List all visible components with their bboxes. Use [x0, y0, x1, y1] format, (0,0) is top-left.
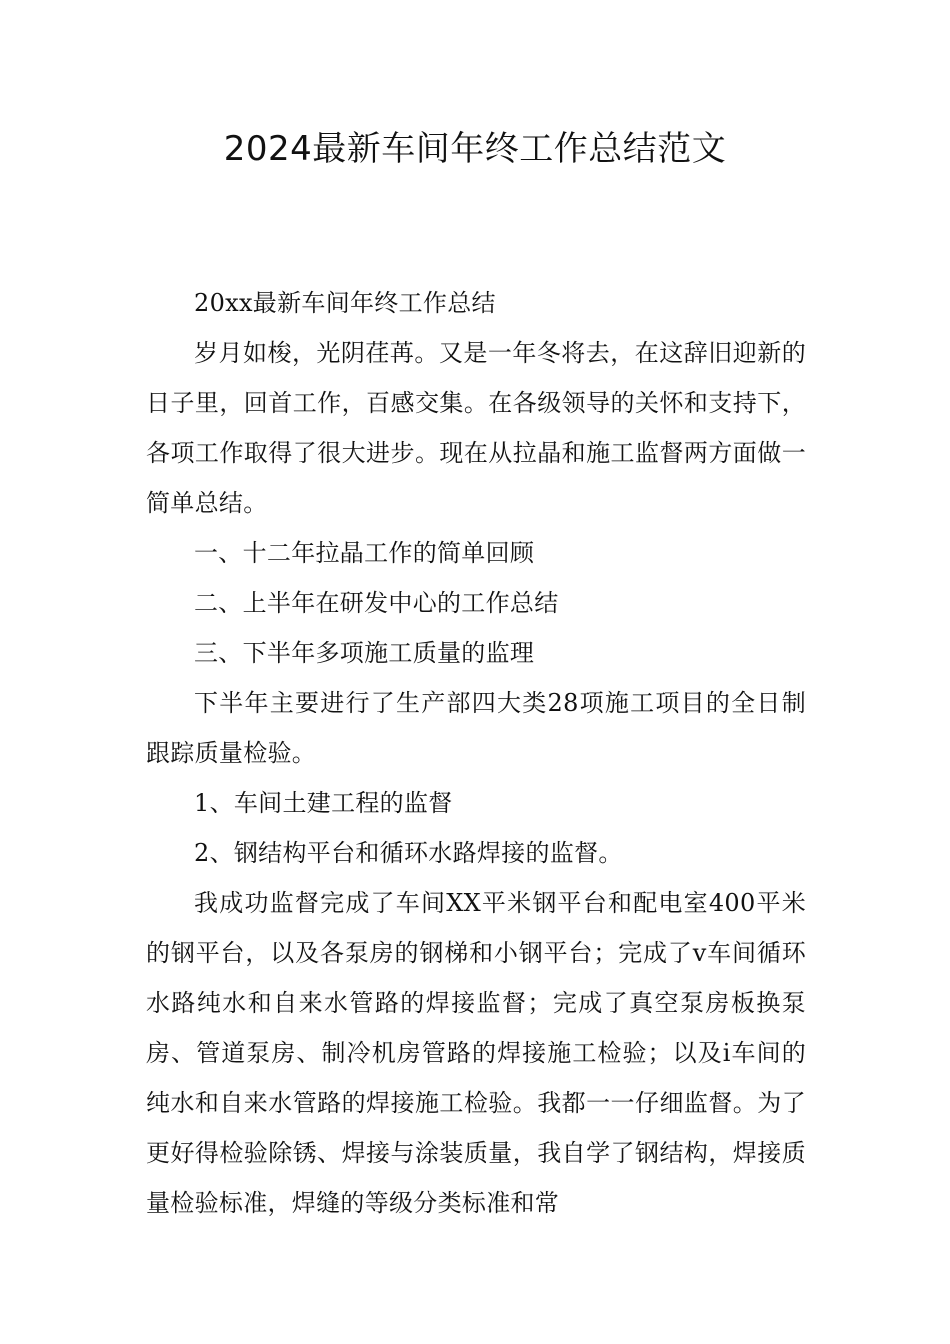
paragraph-item-1: 1、车间土建工程的监督: [194, 789, 453, 817]
paragraph-section-3: 三、下半年多项施工质量的监理: [194, 639, 535, 667]
paragraph-details: 我成功监督完成了车间XX平米钢平台和配电室400平米的钢平台，以及各泵房的钢梯和小钢平台；完成了v车间循环水路纯水和自来水管路的焊接监督；完成了真空泵房板换泵房、管道泵房、制冷机房管路的焊接施工检验；以及i车间的纯水和自来水管路的焊接施工检验。我都一一仔细监督。为了更好得检验除锈、焊接与涂装质量，我自学了钢结构，焊接质量检验标准，焊缝的等级分类标准和常: [146, 889, 806, 1217]
paragraph-section-1: 一、十二年拉晶工作的简单回顾: [194, 539, 535, 567]
paragraph-subtitle: 20xx最新车间年终工作总结: [194, 289, 496, 317]
document-body: [146, 278, 806, 1228]
document-title: 2024最新车间年终工作总结范文: [223, 129, 727, 169]
paragraph-section-2: 二、上半年在研发中心的工作总结: [194, 589, 559, 617]
paragraph-intro: 岁月如梭，光阴荏苒。又是一年冬将去，在这辞旧迎新的日子里，回首工作，百感交集。在各级领导的关怀和支持下，各项工作取得了很大进步。现在从拉晶和施工监督两方面做一简单总结。: [146, 339, 806, 517]
paragraph-summary: 下半年主要进行了生产部四大类28项施工项目的全日制跟踪质量检验。: [146, 689, 806, 767]
paragraph-item-2: 2、钢结构平台和循环水路焊接的监督。: [194, 839, 623, 867]
